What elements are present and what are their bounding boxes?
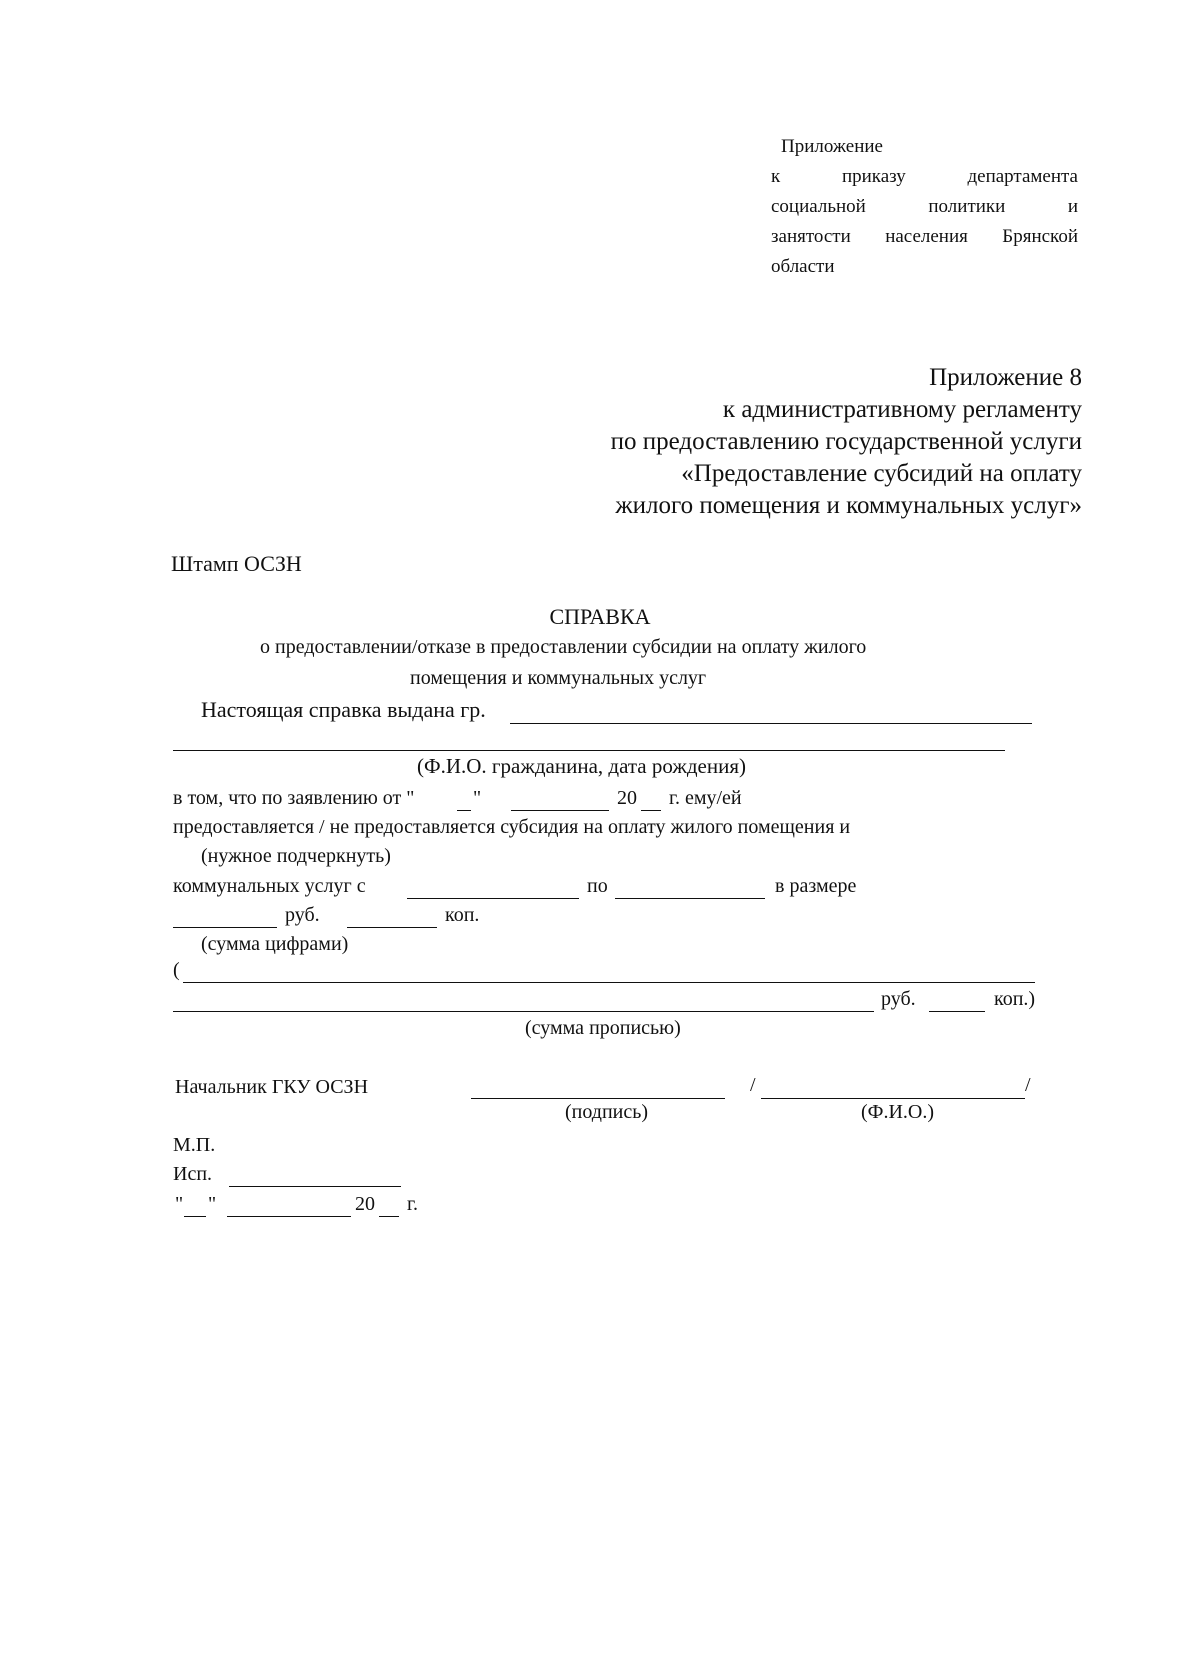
amount-rub-line[interactable] [173,927,277,928]
signature-caption: (подпись) [565,1101,649,1123]
executor-label: Исп. [173,1163,213,1185]
issued-to-label: Настоящая справка выдана гр. [201,697,486,722]
stamp-label: Штамп ОСЗН [171,551,302,576]
appendix-header [611,362,1082,522]
executor-line[interactable] [229,1186,401,1187]
order-note-word: к [771,166,781,187]
date-year: 20 [355,1193,375,1215]
order-note-word: населения [885,226,968,247]
issued-to-line[interactable] [510,723,1032,724]
utilities-from-label: коммунальных услуг с [173,875,366,897]
order-note-line-4: области [771,256,835,277]
open-paren: ( [173,959,180,981]
seal-label: М.П. [173,1134,216,1156]
fio-line[interactable] [173,750,1005,751]
order-note-line-2 [771,192,1078,222]
head-label: Начальник ГКУ ОСЗН [175,1076,369,1098]
statement-quote: " [473,787,482,809]
order-note-line-1 [771,162,1078,192]
appendix-line-5: жилого помещения и коммунальных услуг» [615,492,1082,519]
order-note-word: социальной [771,196,866,217]
order-note [771,132,1078,282]
statement-year: 20 [617,787,637,809]
appendix-line-4: «Предоставление субсидий на оплату [681,460,1082,487]
statement-day-line[interactable] [457,810,471,811]
utilities-to-label: по [587,875,608,897]
appendix-line-3: по предоставлению государственной услуги [610,428,1082,455]
date-month-line[interactable] [227,1216,351,1217]
statement-suffix: г. ему/ей [669,787,742,809]
signature-line[interactable] [471,1098,725,1099]
order-note-word: занятости [771,226,851,247]
amount-rub-label: руб. [285,904,320,926]
order-note-word: политики [928,196,1006,217]
order-note-word: и [1067,196,1078,217]
amount-label: в размере [775,875,857,897]
date-year-line[interactable] [379,1216,399,1217]
slash-close: / [1025,1074,1031,1096]
slash-open: / [750,1074,756,1096]
certificate-subtitle-1: о предоставлении/отказе в предоставлении субсидии на оплату жилого [260,636,867,658]
signature-fio-line[interactable] [761,1098,1025,1099]
utilities-from-line[interactable] [407,898,579,899]
statement-prefix: в том, что по заявлению от " [173,787,415,809]
statement-month-line[interactable] [511,810,609,811]
certificate-subtitle-2: помещения и коммунальных услуг [410,667,707,689]
date-quote-close: " [208,1193,217,1215]
date-day-line[interactable] [184,1216,206,1217]
order-note-word: департамента [967,166,1078,187]
words-kop-label: коп.) [994,988,1036,1010]
certificate-title: СПРАВКА [549,604,651,629]
provided-line: предоставляется / не предоставляется субсидия на оплату жилого помещения и [173,816,851,838]
date-quote-open: " [175,1193,184,1215]
date-suffix: г. [407,1193,418,1215]
words-rub-label: руб. [881,988,916,1010]
underline-hint: (нужное подчеркнуть) [201,845,391,867]
amount-kop-label: коп. [445,904,480,926]
fio-caption: (Ф.И.О. гражданина, дата рождения) [417,754,746,778]
amount-words-line-1[interactable] [183,982,1035,983]
appendix-line-1: Приложение 8 [929,364,1082,391]
sum-words-caption: (сумма прописью) [525,1017,681,1039]
sum-digits-caption: (сумма цифрами) [201,933,349,955]
utilities-to-line[interactable] [615,898,765,899]
order-note-title: Приложение [781,136,883,157]
statement-year-line[interactable] [641,810,661,811]
order-note-line-3 [771,222,1078,252]
signature-fio-caption: (Ф.И.О.) [861,1101,935,1123]
amount-kop-line[interactable] [347,927,437,928]
order-note-word: приказу [841,166,906,187]
amount-words-line-2[interactable] [173,1011,874,1012]
words-kop-line[interactable] [929,1011,985,1012]
order-note-word: Брянской [1002,226,1078,247]
appendix-line-2: к административному регламенту [722,396,1082,423]
